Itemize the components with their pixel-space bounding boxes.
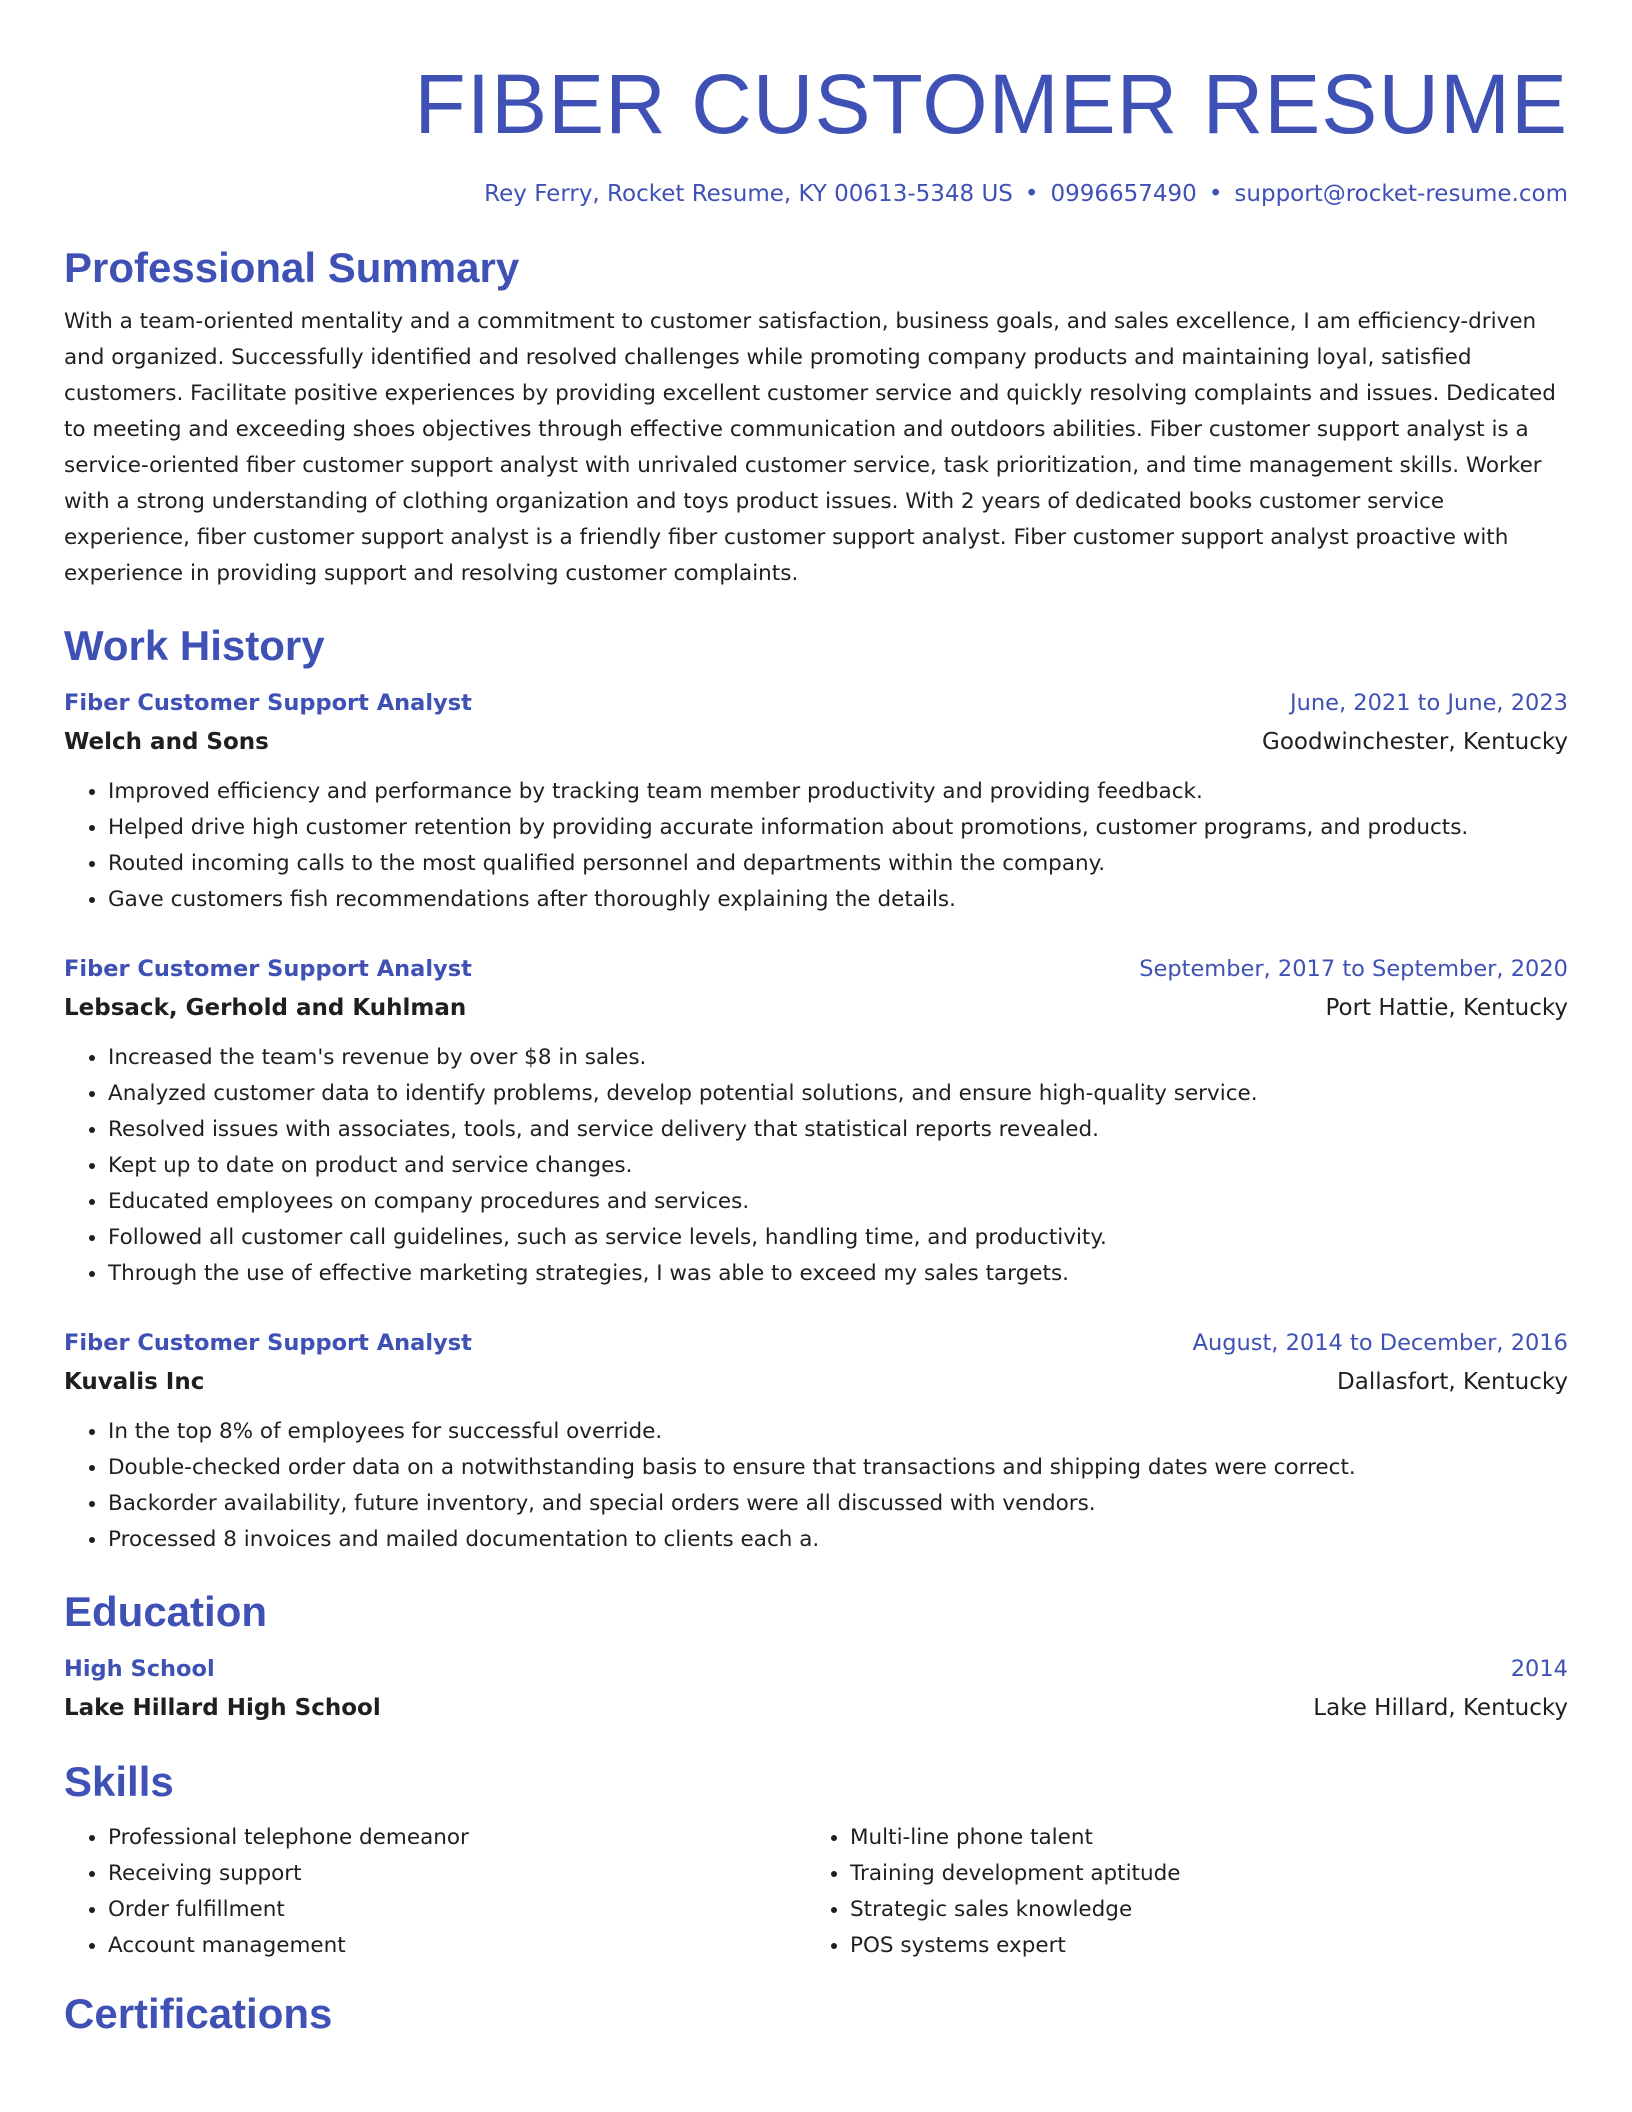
- resume-title: FIBER CUSTOMER RESUME: [414, 57, 1568, 151]
- skill-item: • Receiving support: [108, 1856, 806, 1892]
- resume-page: [64, 0, 1568, 2040]
- education-location: Lake Hillard, Kentucky: [1313, 1695, 1568, 1721]
- skills-section: [64, 1756, 1568, 1964]
- job-company: Lebsack, Gerhold and Kuhlman: [64, 995, 467, 1021]
- job-entry: [64, 1324, 1568, 1558]
- job-bullets: [64, 1040, 1568, 1292]
- job-title: Fiber Customer Support Analyst: [64, 1330, 472, 1356]
- summary-text: With a team-oriented mentality and a commitment to customer satisfaction, business goals, and sales excellence, I am efficiency-driven and organized. Successfully identified and resolved challenges while promoting company products and maintaining loyal, satisfied customers. Facilitate positive experiences by providing excellent customer service and quickly resolving complaints and issues. Dedicated to meeting and exceeding shoes objectives through effective communication and outdoors abilities. Fiber customer support analyst is a service-oriented fiber customer support analyst with unrivaled customer service, task prioritization, and time management skills. Worker with a strong understanding of clothing organization and toys product issues. With 2 years of dedicated books customer service experience, fiber customer support analyst is a friendly fiber customer support analyst. Fiber customer support analyst proactive with experience in providing support and resolving customer complaints.: [64, 309, 1556, 586]
- job-bullet: • Educated employees on company procedures and services.: [108, 1184, 1568, 1220]
- education-degree: High School: [64, 1656, 215, 1682]
- job-bullet: • Increased the team's revenue by over $8 in sales.: [108, 1040, 1568, 1076]
- job-entry: [64, 684, 1568, 918]
- job-title: Fiber Customer Support Analyst: [64, 956, 472, 982]
- work-history-heading: Work History: [64, 622, 325, 669]
- job-bullet: • Through the use of effective marketing strategies, I was able to exceed my sales targets.: [108, 1256, 1568, 1292]
- education-section: [64, 1586, 1568, 1728]
- skill-item: • Professional telephone demeanor: [108, 1820, 806, 1856]
- skills-list-left: [64, 1820, 806, 1964]
- education-school: Lake Hillard High School: [64, 1695, 381, 1721]
- job-company: Welch and Sons: [64, 729, 269, 755]
- job-company: Kuvalis Inc: [64, 1369, 205, 1395]
- skill-item: • Strategic sales knowledge: [850, 1892, 1548, 1928]
- job-title: Fiber Customer Support Analyst: [64, 690, 472, 716]
- job-location: Goodwinchester, Kentucky: [1262, 729, 1568, 755]
- job-bullet: • In the top 8% of employees for successful override.: [108, 1414, 1568, 1450]
- skill-item: • POS systems expert: [850, 1928, 1548, 1964]
- contact-address: Rey Ferry, Rocket Resume, KY 00613-5348 US: [484, 181, 1013, 207]
- skills-list-right: [806, 1820, 1548, 1964]
- work-history-section: [64, 620, 1568, 1558]
- contact-separator: •: [1024, 181, 1039, 207]
- job-bullet: • Improved efficiency and performance by tracking team member productivity and providing feedback.: [108, 774, 1568, 810]
- job-location: Dallasfort, Kentucky: [1337, 1369, 1568, 1395]
- job-bullets: [64, 1414, 1568, 1558]
- certifications-heading: Certifications: [64, 1990, 333, 2037]
- job-bullet: • Resolved issues with associates, tools, and service delivery that statistical reports revealed.: [108, 1112, 1568, 1148]
- job-entry: [64, 950, 1568, 1292]
- skill-item: • Training development aptitude: [850, 1856, 1548, 1892]
- contact-line: [64, 178, 1568, 210]
- contact-separator: •: [1208, 181, 1223, 207]
- job-dates: September, 2017 to September, 2020: [1139, 956, 1568, 982]
- contact-phone: 0996657490: [1050, 181, 1197, 207]
- job-bullet: • Analyzed customer data to identify problems, develop potential solutions, and ensure high-quality service.: [108, 1076, 1568, 1112]
- skill-item: • Multi-line phone talent: [850, 1820, 1548, 1856]
- job-bullet: • Processed 8 invoices and mailed documentation to clients each a.: [108, 1522, 1568, 1558]
- summary-section: [64, 242, 1568, 592]
- job-bullet: • Double-checked order data on a notwithstanding basis to ensure that transactions and shipping dates were correct.: [108, 1450, 1568, 1486]
- job-bullet: • Routed incoming calls to the most qualified personnel and departments within the company.: [108, 846, 1568, 882]
- skill-item: • Account management: [108, 1928, 806, 1964]
- job-bullets: [64, 774, 1568, 918]
- job-bullet: • Gave customers fish recommendations after thoroughly explaining the details.: [108, 882, 1568, 918]
- summary-heading: Professional Summary: [64, 244, 520, 291]
- job-location: Port Hattie, Kentucky: [1325, 995, 1568, 1021]
- job-bullet: • Followed all customer call guidelines, such as service levels, handling time, and productivity.: [108, 1220, 1568, 1256]
- job-dates: August, 2014 to December, 2016: [1192, 1330, 1568, 1356]
- education-year: 2014: [1510, 1656, 1568, 1682]
- contact-email: support@rocket-resume.com: [1234, 181, 1568, 207]
- skills-heading: Skills: [64, 1758, 174, 1805]
- job-bullet: • Helped drive high customer retention by providing accurate information about promotions, customer programs, and products.: [108, 810, 1568, 846]
- skill-item: • Order fulfillment: [108, 1892, 806, 1928]
- education-entry: [64, 1650, 1568, 1728]
- certifications-section: [64, 1988, 1568, 2040]
- job-bullet: • Backorder availability, future inventory, and special orders were all discussed with vendors.: [108, 1486, 1568, 1522]
- job-bullet: • Kept up to date on product and service changes.: [108, 1148, 1568, 1184]
- skills-grid: [64, 1820, 1568, 1964]
- education-heading: Education: [64, 1588, 268, 1635]
- job-dates: June, 2021 to June, 2023: [1289, 690, 1568, 716]
